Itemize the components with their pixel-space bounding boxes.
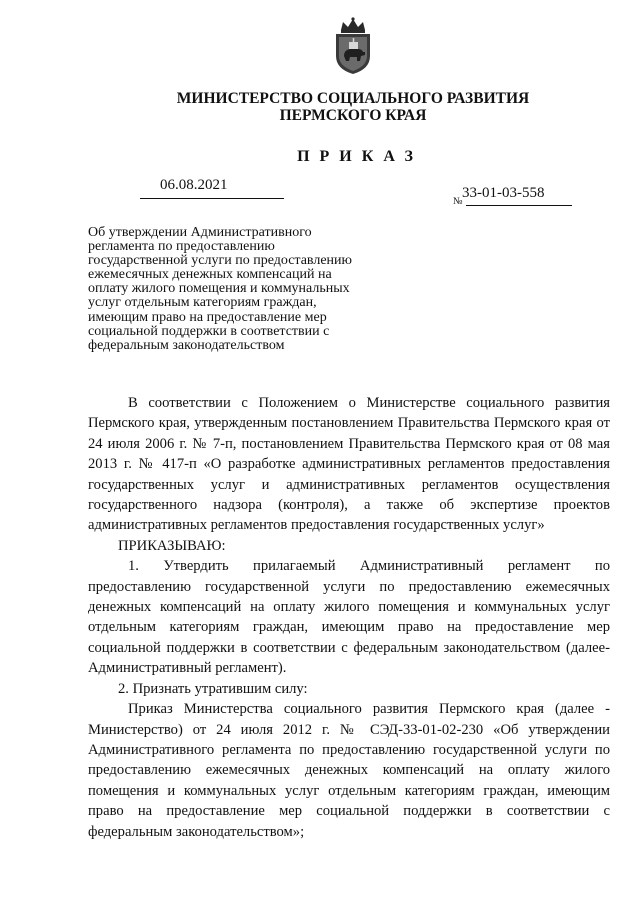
- item-1-paragraph: 1. Утвердить прилагаемый Административный регламент по предоставлению государственной услуги по предоставлению ежемесячных денежных компенсаций на оплату жилого помещения и коммунальных услуг отдельным категориям граждан, имеющим право на предоставление мер социальной поддержки в соответствии с федеральным законодательством (далее-Административный регламент).: [88, 558, 610, 677]
- order-body: [88, 393, 610, 842]
- ministry-name-line1: МИНИСТЕРСТВО СОЦИАЛЬНОГО РАЗВИТИЯ: [176, 90, 530, 107]
- number-sign: №: [453, 196, 463, 207]
- preamble-paragraph: В соответствии с Положением о Министерстве социального развития Пермского края, утвержденным постановлением Правительства Пермского края от 24 июля 2006 г. № 7-п, постановлением Правительства Пермского края от 08 мая 2013 г. № 417-п «О разработке административных регламентов предоставления государственных услуг и административных регламентов осуществления государственного надзора (контроля), а также об экспертизе проектов административных регламентов предоставления государственных услуг»: [88, 395, 610, 534]
- order-subject: Об утверждении Административного регламента по предоставлению государственной услуги по предоставлению ежемесячных денежных компенсаций на оплату жилого помещения и коммунальных услуг отдельным категориям граждан, имеющим право на предоставление мер социальной поддержки в соответствии с федеральным законодательством: [88, 225, 352, 353]
- order-word: ПРИКАЗЫВАЮ:: [118, 537, 226, 554]
- document-type-title: ПРИКАЗ: [297, 148, 423, 165]
- ministry-name: [90, 90, 616, 124]
- order-number: 33-01-03-558: [462, 185, 545, 201]
- item-2-heading: 2. Признать утратившим силу:: [118, 680, 308, 697]
- date-underline: [140, 198, 284, 199]
- ministry-name-line2: ПЕРМСКОГО КРАЯ: [279, 107, 427, 124]
- coat-of-arms-emblem: [329, 16, 377, 76]
- order-date: 06.08.2021: [160, 177, 228, 193]
- item-2-paragraph: Приказ Министерства социального развития Пермского края (далее - Министерство) от 24 июля 2012 г. № СЭД-33-01-02-230 «Об утверждении Административного регламента по предоставлению государственной услуги по предоставлению ежемесячных денежных компенсаций на оплату жилого помещения и коммунальных услуг отдельным категориям граждан, имеющим право на предоставление мер социальной поддержки в соответствии с федеральным законодательством»;: [88, 701, 610, 840]
- number-underline: [466, 205, 572, 206]
